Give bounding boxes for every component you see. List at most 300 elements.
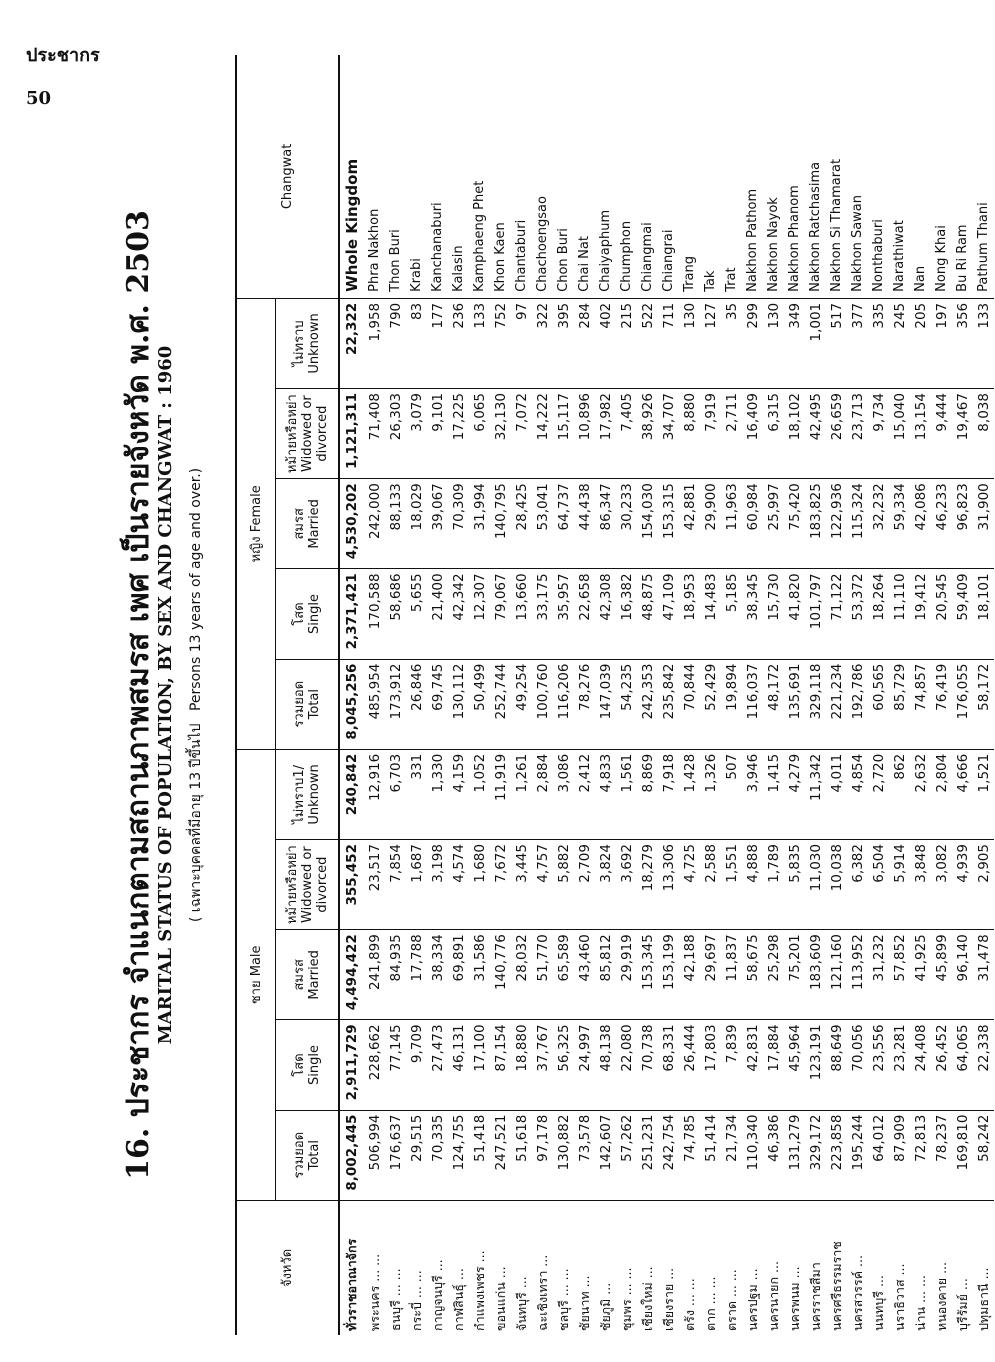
value-cell: 38,345 [742,569,763,659]
value-cell: 3,082 [931,840,952,930]
table-row [805,55,826,1335]
changwat-thai-name: ชุมพร ... ... [618,1267,634,1331]
value-cell: 70,056 [847,1020,868,1110]
value-cell: 192,786 [847,659,868,749]
page-section-label: ประชากร [26,45,100,66]
column-header-english-text: Married [307,950,322,1000]
value-cell: 22,658 [574,569,595,659]
value-cell: 64,012 [868,1110,889,1200]
changwat-english-name: Chumphon [616,55,637,298]
changwat-english-name: Nakhon Nayok [763,55,784,298]
value-cell: 28,032 [511,930,532,1020]
value-cell: 87,909 [889,1110,910,1200]
value-cell: 42,495 [805,389,826,479]
value-cell: 4,833 [595,749,616,839]
value-cell: 2,711 [721,389,742,479]
changwat-english-name: Bu Ri Ram [952,55,973,298]
value-cell: 17,884 [763,1020,784,1110]
value-cell: 4,574 [448,840,469,930]
value-cell: 8,880 [679,389,700,479]
value-cell: 242,000 [364,479,385,569]
value-cell: 7,072 [511,389,532,479]
column-header-female-single [276,569,340,659]
value-cell: 41,925 [910,930,931,1020]
column-group-male: ชาย Male [236,749,276,1200]
table-row [847,55,868,1335]
value-cell: 240,842 [339,749,364,839]
value-cell: 42,342 [448,569,469,659]
changwat-thai-name: ชลบุรี ... ... [555,1268,571,1331]
value-cell: 130,112 [448,659,469,749]
value-cell: 4,939 [952,840,973,930]
column-header-female-total [276,659,340,749]
value-cell: 1,428 [679,749,700,839]
value-cell: 31,900 [973,479,994,569]
value-cell: 6,315 [763,389,784,479]
value-cell: 14,222 [532,389,553,479]
changwat-english-name: Nakhon Si Thamarat [826,55,847,298]
table-row [385,55,406,1335]
value-cell: 70,738 [637,1020,658,1110]
value-cell: 17,982 [595,389,616,479]
changwat-english-name: Kamphaeng Phet [469,55,490,298]
column-header-male-unknown [276,749,340,839]
changwat-thai-name: นราธิวาส ... [891,1263,907,1331]
value-cell: 9,101 [427,389,448,479]
column-header-male-total [276,1110,340,1200]
value-cell: 11,837 [721,930,742,1020]
changwat-english-name: Chiangmai [637,55,658,298]
value-cell: 2,720 [868,749,889,839]
changwat-thai-name: กาฬสินธุ์ ... [450,1268,466,1331]
column-header-english-text: Widowed or divorced [299,846,330,923]
value-cell: 23,517 [364,840,385,930]
table-row-total [339,55,364,1335]
value-cell: 154,030 [637,479,658,569]
value-cell: 17,100 [469,1020,490,1110]
value-cell: 195,244 [847,1110,868,1200]
value-cell: 205 [910,298,931,388]
value-cell: 23,556 [868,1020,889,1110]
changwat-thai-name: นครนายก ... [765,1261,781,1331]
subtitle-english: Persons 13 years of age and over.) [188,467,204,712]
value-cell: 242,754 [658,1110,679,1200]
changwat-english-name: Chai Nat [574,55,595,298]
value-cell: 38,926 [637,389,658,479]
changwat-thai-name: ตรัง ... ... [681,1278,697,1331]
value-cell: 517 [826,298,847,388]
value-cell: 507 [721,749,742,839]
value-cell: 41,820 [784,569,805,659]
changwat-thai-name: เชียงใหม่ ... [639,1266,655,1331]
table-row [511,55,532,1335]
value-cell: 42,831 [742,1020,763,1110]
value-cell: 8,002,445 [339,1110,364,1200]
value-cell: 2,371,421 [339,569,364,659]
value-cell: 64,065 [952,1020,973,1110]
value-cell: 31,586 [469,930,490,1020]
column-header-thai-text: สมรส [292,959,307,991]
value-cell: 45,964 [784,1020,805,1110]
value-cell: 76,419 [931,659,952,749]
value-cell: 5,185 [721,569,742,659]
value-cell: 12,307 [469,569,490,659]
value-cell: 58,242 [973,1110,994,1200]
value-cell: 25,997 [763,479,784,569]
value-cell: 26,659 [826,389,847,479]
value-cell: 46,386 [763,1110,784,1200]
marital-status-table [235,55,994,1335]
value-cell: 17,225 [448,389,469,479]
value-cell: 3,086 [553,749,574,839]
table-row [784,55,805,1335]
column-header-english-text: Total [307,689,322,720]
column-header-english-text: Widowed or divorced [299,395,330,472]
value-cell: 31,232 [868,930,889,1020]
value-cell: 2,905 [973,840,994,930]
changwat-english-name: Kalasin [448,55,469,298]
value-cell: 176,637 [385,1110,406,1200]
changwat-english-name: Trat [721,55,742,298]
value-cell: 116,206 [553,659,574,749]
value-cell: 44,438 [574,479,595,569]
value-cell: 50,499 [469,659,490,749]
value-cell: 485,954 [364,659,385,749]
value-cell: 6,382 [847,840,868,930]
value-cell: 17,803 [700,1020,721,1110]
value-cell: 60,565 [868,659,889,749]
value-cell: 4,494,422 [339,930,364,1020]
table-row [637,55,658,1335]
value-cell: 349 [784,298,805,388]
value-cell: 73,578 [574,1110,595,1200]
value-cell: 35,957 [553,569,574,659]
value-cell: 5,835 [784,840,805,930]
value-cell: 22,322 [339,298,364,388]
value-cell: 170,588 [364,569,385,659]
changwat-thai-name: กำแพงเพชร ... [471,1250,487,1331]
value-cell: 15,040 [889,389,910,479]
value-cell: 2,632 [910,749,931,839]
column-group-female: หญิง Female [236,298,276,749]
changwat-english-name: Nakhon Sawan [847,55,868,298]
column-header-female-widowed-or-divorced [276,389,340,479]
value-cell: 7,839 [721,1020,742,1110]
subtitle [185,55,207,1335]
value-cell: 1,052 [469,749,490,839]
changwat-thai-name: นครศรีธรรมราช [828,1241,844,1331]
value-cell: 9,734 [868,389,889,479]
value-cell: 11,110 [889,569,910,659]
value-cell: 9,444 [931,389,952,479]
title-english: MARITAL STATUS OF POPULATION, BY SEX AND CHANGWAT : 1960 [155,345,176,1045]
value-cell: 13,306 [658,840,679,930]
value-cell: 53,041 [532,479,553,569]
changwat-english-name: Nakhon Pathom [742,55,763,298]
value-cell: 7,919 [700,389,721,479]
value-cell: 140,795 [490,479,511,569]
changwat-english-name: Nan [910,55,931,298]
changwat-thai-name: ตราด ... ... [723,1269,739,1331]
value-cell: 96,823 [952,479,973,569]
table-row [931,55,952,1335]
value-cell: 97,178 [532,1110,553,1200]
value-cell: 42,188 [679,930,700,1020]
value-cell: 13,660 [511,569,532,659]
value-cell: 85,812 [595,930,616,1020]
value-cell: 3,079 [406,389,427,479]
value-cell: 35 [721,298,742,388]
changwat-thai-name: นครพนม ... [786,1266,802,1331]
value-cell: 1,789 [763,840,784,930]
value-cell: 60,984 [742,479,763,569]
value-cell: 1,326 [700,749,721,839]
value-cell: 8,045,256 [339,659,364,749]
value-cell: 19,412 [910,569,931,659]
value-cell: 30,233 [616,479,637,569]
column-header-female-unknown [276,298,340,388]
value-cell: 4,888 [742,840,763,930]
column-header-thai-text: หม้ายหรือหย่า [284,845,300,925]
value-cell: 34,707 [658,389,679,479]
value-cell: 64,737 [553,479,574,569]
value-cell: 7,854 [385,840,406,930]
rotated-table-page [115,55,995,1335]
value-cell: 69,891 [448,930,469,1020]
changwat-thai-name: นครปฐม ... [744,1268,760,1331]
column-header-male-single [276,1020,340,1110]
value-cell: 133 [469,298,490,388]
value-cell: 42,881 [679,479,700,569]
value-cell: 2,588 [700,840,721,930]
changwat-thai-name: กาญจนบุรี ... [429,1259,445,1331]
value-cell: 8,038 [973,389,994,479]
value-cell: 121,160 [826,930,847,1020]
table-row [973,55,994,1335]
column-header-english-text: Single [307,1045,322,1085]
value-cell: 18,102 [784,389,805,479]
value-cell: 1,415 [763,749,784,839]
changwat-english-name: Nakhon Ratchasima [805,55,826,298]
value-cell: 68,331 [658,1020,679,1110]
value-cell: 245 [889,298,910,388]
value-cell: 153,345 [637,930,658,1020]
value-cell: 1,680 [469,840,490,930]
value-cell: 10,896 [574,389,595,479]
table-row [574,55,595,1335]
value-cell: 49,254 [511,659,532,749]
value-cell: 19,467 [952,389,973,479]
value-cell: 84,935 [385,930,406,1020]
value-cell: 72,813 [910,1110,931,1200]
value-cell: 133 [973,298,994,388]
value-cell: 58,675 [742,930,763,1020]
changwat-thai-name: หนองคาย ... [933,1262,949,1331]
value-cell: 110,340 [742,1110,763,1200]
value-cell: 7,672 [490,840,511,930]
value-cell: 86,347 [595,479,616,569]
value-cell: 22,338 [973,1020,994,1110]
table-row [532,55,553,1335]
value-cell: 70,309 [448,479,469,569]
value-cell: 88,133 [385,479,406,569]
value-cell: 48,138 [595,1020,616,1110]
value-cell: 1,261 [511,749,532,839]
value-cell: 11,919 [490,749,511,839]
column-header-english-text: Married [307,499,322,549]
value-cell: 183,825 [805,479,826,569]
value-cell: 176,055 [952,659,973,749]
column-header-female-married [276,479,340,569]
value-cell: 1,330 [427,749,448,839]
value-cell: 7,405 [616,389,637,479]
column-header-thai-name: จังหวัด [236,1200,339,1335]
value-cell: 17,788 [406,930,427,1020]
value-cell: 115,324 [847,479,868,569]
value-cell: 4,279 [784,749,805,839]
value-cell: 31,994 [469,479,490,569]
value-cell: 32,130 [490,389,511,479]
value-cell: 251,231 [637,1110,658,1200]
value-cell: 506,994 [364,1110,385,1200]
value-cell: 51,618 [511,1110,532,1200]
value-cell: 10,038 [826,840,847,930]
value-cell: 3,692 [616,840,637,930]
value-cell: 153,199 [658,930,679,1020]
value-cell: 11,342 [805,749,826,839]
table-row [448,55,469,1335]
changwat-english-name: Narathiwat [889,55,910,298]
value-cell: 522 [637,298,658,388]
value-cell: 13,154 [910,389,931,479]
value-cell: 223,858 [826,1110,847,1200]
value-cell: 183,609 [805,930,826,1020]
value-cell: 46,131 [448,1020,469,1110]
changwat-english-name: Nonthaburi [868,55,889,298]
value-cell: 46,233 [931,479,952,569]
table-row [826,55,847,1335]
value-cell: 5,914 [889,840,910,930]
value-cell: 329,172 [805,1110,826,1200]
value-cell: 33,175 [532,569,553,659]
value-cell: 3,848 [910,840,931,930]
table-row [910,55,931,1335]
value-cell: 2,804 [931,749,952,839]
changwat-english-name: Chiangrai [658,55,679,298]
value-cell: 14,483 [700,569,721,659]
value-cell: 57,262 [616,1110,637,1200]
value-cell: 75,420 [784,479,805,569]
value-cell: 7,918 [658,749,679,839]
value-cell: 11,030 [805,840,826,930]
value-cell: 135,691 [784,659,805,749]
value-cell: 70,844 [679,659,700,749]
value-cell: 21,400 [427,569,448,659]
value-cell: 47,109 [658,569,679,659]
value-cell: 26,444 [679,1020,700,1110]
value-cell: 85,729 [889,659,910,749]
value-cell: 28,425 [511,479,532,569]
value-cell: 130 [763,298,784,388]
changwat-english-name: Chon Buri [553,55,574,298]
column-header-thai-text: รวมยอด [292,1131,307,1179]
value-cell: 57,852 [889,930,910,1020]
value-cell: 228,662 [364,1020,385,1110]
value-cell: 130 [679,298,700,388]
column-header-english-text: Single [307,594,322,634]
column-header-english-text: Unknown [307,313,322,374]
value-cell: 142,607 [595,1110,616,1200]
value-cell: 15,730 [763,569,784,659]
value-cell: 20,545 [931,569,952,659]
value-cell: 52,429 [700,659,721,749]
value-cell: 2,412 [574,749,595,839]
value-cell: 16,409 [742,389,763,479]
value-cell: 96,140 [952,930,973,1020]
value-cell: 6,065 [469,389,490,479]
value-cell: 2,911,729 [339,1020,364,1110]
changwat-thai-name: นนทบุรี ... [870,1275,886,1331]
value-cell: 8,869 [637,749,658,839]
changwat-english-name: Whole Kingdom [339,55,364,298]
column-header-thai-text: รวมยอด [292,680,307,728]
value-cell: 247,521 [490,1110,511,1200]
value-cell: 2,709 [574,840,595,930]
value-cell: 116,037 [742,659,763,749]
changwat-thai-name: เชียงราย ... [660,1267,676,1331]
value-cell: 48,172 [763,659,784,749]
value-cell: 23,281 [889,1020,910,1110]
value-cell: 23,713 [847,389,868,479]
value-cell: 331 [406,749,427,839]
value-cell: 173,912 [385,659,406,749]
table-row [427,55,448,1335]
changwat-thai-name: ปทุมธานี ... [975,1267,991,1331]
value-cell: 78,276 [574,659,595,749]
value-cell: 862 [889,749,910,839]
column-header-thai-text: โสด [292,602,307,626]
value-cell: 51,770 [532,930,553,1020]
changwat-english-name: Chantaburi [511,55,532,298]
value-cell: 37,767 [532,1020,553,1110]
changwat-thai-name: นครราชสีมา [807,1262,823,1331]
value-cell: 241,899 [364,930,385,1020]
changwat-thai-name: ตาก ... ... [702,1276,718,1331]
value-cell: 88,649 [826,1020,847,1110]
value-cell: 38,334 [427,930,448,1020]
value-cell: 19,894 [721,659,742,749]
value-cell: 123,191 [805,1020,826,1110]
value-cell: 29,697 [700,930,721,1020]
changwat-english-name: Chaiyaphum [595,55,616,298]
value-cell: 51,418 [469,1110,490,1200]
table-row [553,55,574,1335]
value-cell: 197 [931,298,952,388]
changwat-english-name: Chachoengsao [532,55,553,298]
column-header-thai-text: โสด [292,1053,307,1077]
changwat-thai-name: น่าน ... ... [912,1275,928,1331]
value-cell: 59,334 [889,479,910,569]
value-cell: 356 [952,298,973,388]
value-cell: 58,686 [385,569,406,659]
value-cell: 22,080 [616,1020,637,1110]
value-cell: 147,039 [595,659,616,749]
table-row [868,55,889,1335]
changwat-english-name: Krabi [406,55,427,298]
value-cell: 42,308 [595,569,616,659]
value-cell: 4,757 [532,840,553,930]
table-row [595,55,616,1335]
